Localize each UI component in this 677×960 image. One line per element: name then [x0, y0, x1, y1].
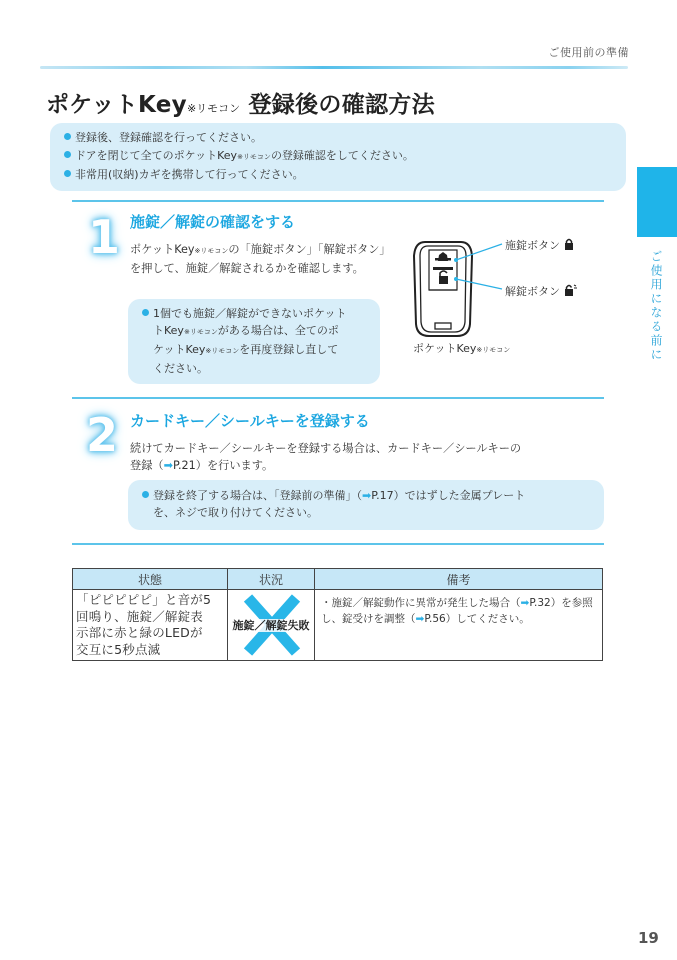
column-header-situation: 状況 — [228, 569, 315, 590]
bullet-dot-icon — [142, 309, 149, 316]
remote-caption: ポケットKey※リモコン — [413, 342, 511, 355]
column-header-state: 状態 — [73, 569, 228, 590]
page-ref-link[interactable]: P.17 — [371, 489, 394, 502]
page-title — [46, 86, 435, 119]
step1-note: 1個でも施錠／解錠ができないポケット トKey※リモコンがある場合は、全てのポ ケットKey※リモコンを再度登録し直して ください。 — [128, 299, 380, 384]
status-table — [72, 568, 603, 661]
page-ref-link[interactable]: P.32 — [529, 597, 551, 609]
lock-button-label: 施錠ボタン — [505, 237, 574, 253]
table-header-row — [73, 569, 603, 590]
intro-bullet: 非常用(収納)カギを携帯して行ってください。 — [64, 166, 612, 184]
intro-bullet: 登録後、登録確認を行ってください。 — [64, 129, 612, 147]
bullet-dot-icon — [64, 133, 71, 140]
step1-title: 施錠／解錠の確認をする — [130, 213, 296, 231]
intro-bullet: ドアを閉じて全てのポケットKey※リモコンの登録確認をしてください。 — [64, 147, 612, 167]
situation-label: 施錠／解錠失敗 — [232, 619, 310, 632]
state-cell: 「ピピピピピ」と音が5 回鳴り、施錠／解錠表 示部に赤と緑のLEDが 交互に5秒点滅 — [73, 590, 228, 661]
header-divider — [40, 66, 628, 69]
intro-notes — [50, 123, 626, 191]
page-number: 19 — [638, 929, 659, 947]
callout-lines — [454, 240, 504, 295]
section-end-divider — [72, 543, 604, 545]
step1-number: 1 — [88, 210, 121, 264]
page-title-small: ※リモコン — [186, 102, 241, 115]
step2-number: 2 — [86, 408, 119, 462]
step1-divider — [72, 200, 604, 202]
column-header-notes: 備考 — [315, 569, 603, 590]
step2-body: 続けてカードキー／シールキーを登録する場合は、カードキー／シールキーの 登録（➡P.21）を行います。 — [130, 442, 522, 472]
page-title-main: ポケットKey — [46, 92, 187, 118]
notes-cell: ・施錠／解錠動作に異常が発生した場合（➡P.32）を参照し、錠受けを調整（➡P.56）してください。 — [315, 590, 603, 661]
page-ref-link[interactable]: P.21 — [172, 459, 196, 472]
section-label: ご使用前の準備 — [548, 46, 629, 59]
unlock-icon — [564, 284, 578, 296]
step2-title: カードキー／シールキーを登録する — [130, 412, 370, 430]
arrow-right-icon: ➡ — [362, 489, 372, 502]
unlock-button-label: 解錠ボタン — [505, 283, 578, 299]
page-ref-link[interactable]: P.56 — [424, 613, 446, 625]
step2-note: 登録を終了する場合は、「登録前の準備」（➡P.17）ではずした金属プレート を、ネジで取り付けてください。 — [128, 480, 604, 530]
chapter-tab-label: ご使用になる前に — [649, 250, 663, 362]
step2-divider — [72, 397, 604, 399]
table-row — [73, 590, 603, 661]
bullet-dot-icon — [142, 491, 149, 498]
bullet-dot-icon — [64, 170, 71, 177]
lock-icon — [564, 238, 574, 250]
arrow-right-icon: ➡ — [163, 459, 173, 472]
arrow-right-icon: ➡ — [520, 597, 530, 609]
arrow-right-icon: ➡ — [415, 613, 425, 625]
step1-body: ポケットKey※リモコンの「施錠ボタン」「解錠ボタン」を押して、施錠／解錠されるかを確認します。 — [130, 243, 385, 275]
chapter-tab — [637, 167, 677, 237]
bullet-dot-icon — [64, 151, 71, 158]
page-title-rest: 登録後の確認方法 — [240, 92, 435, 118]
situation-cell — [228, 590, 315, 661]
